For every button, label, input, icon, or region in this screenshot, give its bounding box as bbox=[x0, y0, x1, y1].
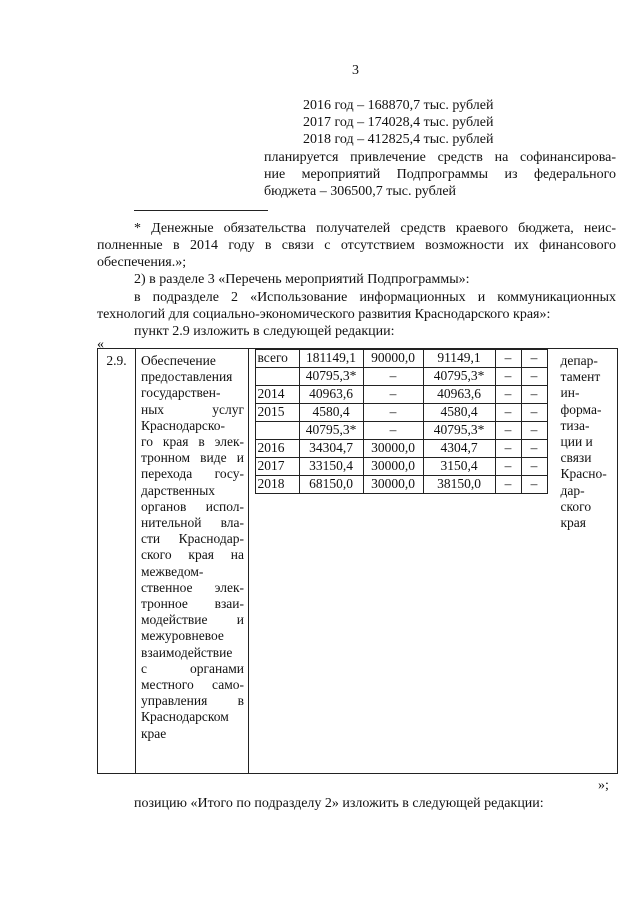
funding-row bbox=[255, 476, 547, 494]
regional-cell: 40963,6 bbox=[423, 386, 495, 404]
footnote-line: * Денежные обязательства получателей средств краевого бюджета, неис- bbox=[134, 221, 616, 236]
regional-cell: 40795,3* bbox=[423, 422, 495, 440]
item-description bbox=[136, 349, 249, 774]
federal-line: ние мероприятий Подпрограммы из федерального bbox=[264, 167, 616, 182]
executor bbox=[553, 349, 618, 774]
municipal-cell: – bbox=[495, 476, 521, 494]
total-cell: 68150,0 bbox=[299, 476, 363, 494]
executor-line: края bbox=[560, 515, 587, 531]
federal-cell: 30000,0 bbox=[363, 476, 423, 494]
municipal-cell: – bbox=[495, 368, 521, 386]
executor-line: Красно- bbox=[560, 466, 607, 482]
regional-cell: 4304,7 bbox=[423, 440, 495, 458]
funding-row bbox=[255, 386, 547, 404]
year-cell: всего bbox=[255, 350, 299, 368]
other-cell: – bbox=[521, 476, 547, 494]
executor-line: ского bbox=[560, 498, 592, 514]
other-cell: – bbox=[521, 458, 547, 476]
federal-cell: 30000,0 bbox=[363, 458, 423, 476]
executor-line: тиза- bbox=[560, 417, 590, 433]
description-line: взаимодействие bbox=[141, 644, 233, 660]
other-cell: – bbox=[521, 386, 547, 404]
description-line: Краснодарском bbox=[141, 709, 229, 725]
total-cell: 33150,4 bbox=[299, 458, 363, 476]
description-line: Обеспечение bbox=[141, 353, 216, 368]
funding-row bbox=[255, 422, 547, 440]
federal-cell: – bbox=[363, 422, 423, 440]
federal-cell: – bbox=[363, 368, 423, 386]
description-line: ных услуг bbox=[141, 401, 244, 417]
executor-line: ции и bbox=[560, 434, 593, 450]
description-line: управления в bbox=[141, 693, 244, 709]
executor-line: ин- bbox=[560, 385, 580, 401]
regional-cell: 91149,1 bbox=[423, 350, 495, 368]
total-cell: 40795,3* bbox=[299, 422, 363, 440]
instruction-text: пункт 2.9 изложить в следующей редакции: bbox=[134, 324, 395, 339]
description-line: тронном виде и bbox=[141, 450, 244, 466]
municipal-cell: – bbox=[495, 350, 521, 368]
final-instruction: позицию «Итого по подразделу 2» изложить в следующей редакции: bbox=[134, 796, 544, 811]
funding-table bbox=[255, 349, 548, 494]
financing-line-2016: 2016 год – 168870,7 тыс. рублей bbox=[303, 98, 494, 113]
description-line: дарственных bbox=[141, 482, 216, 498]
federal-cell: 90000,0 bbox=[363, 350, 423, 368]
other-cell: – bbox=[521, 422, 547, 440]
description-line: тронное взаи- bbox=[141, 596, 244, 612]
funding-row bbox=[255, 368, 547, 386]
federal-cell: – bbox=[363, 386, 423, 404]
total-cell: 34304,7 bbox=[299, 440, 363, 458]
description-line: модействие и bbox=[141, 612, 244, 628]
regional-cell: 4580,4 bbox=[423, 404, 495, 422]
footnote-line: обеспечения.»; bbox=[97, 255, 187, 270]
financing-line-2017: 2017 год – 174028,4 тыс. рублей bbox=[303, 115, 494, 130]
municipal-cell: – bbox=[495, 440, 521, 458]
executor-line: тамент bbox=[560, 369, 601, 385]
regional-cell: 40795,3* bbox=[423, 368, 495, 386]
description-line: с органами bbox=[141, 660, 244, 676]
description-line: нительной вла- bbox=[141, 515, 244, 531]
open-quote: « bbox=[97, 337, 104, 352]
footnote-line: полненные в 2014 году в связи с отсутствием возможности их финансового bbox=[97, 238, 616, 253]
funding-row bbox=[255, 458, 547, 476]
other-cell: – bbox=[521, 404, 547, 422]
description-line: предоставления bbox=[141, 369, 233, 385]
executor-line: связи bbox=[560, 450, 592, 466]
description-line: Краснодарско- bbox=[141, 417, 226, 433]
page-number: 3 bbox=[352, 63, 359, 78]
description-line: межведом- bbox=[141, 563, 204, 579]
measures-table bbox=[97, 348, 618, 774]
description-line: ственное элек- bbox=[141, 579, 244, 595]
executor-line: форма- bbox=[560, 401, 602, 417]
year-cell: 2017 bbox=[255, 458, 299, 476]
funding-row bbox=[255, 404, 547, 422]
regional-cell: 38150,0 bbox=[423, 476, 495, 494]
subsection-line: в подразделе 2 «Использование информационных и коммуникационных bbox=[134, 290, 616, 305]
funding-row bbox=[255, 440, 547, 458]
regional-cell: 3150,4 bbox=[423, 458, 495, 476]
federal-cell: – bbox=[363, 404, 423, 422]
description-line: сти Краснодар- bbox=[141, 531, 244, 547]
year-cell: 2016 bbox=[255, 440, 299, 458]
description-line: органов испол- bbox=[141, 498, 244, 514]
federal-cell: 30000,0 bbox=[363, 440, 423, 458]
municipal-cell: – bbox=[495, 386, 521, 404]
item-number: 2.9. bbox=[98, 349, 136, 774]
description-line: ского края на bbox=[141, 547, 244, 563]
total-cell: 40795,3* bbox=[299, 368, 363, 386]
year-cell bbox=[255, 368, 299, 386]
description-line: местного само- bbox=[141, 677, 244, 693]
municipal-cell: – bbox=[495, 458, 521, 476]
year-cell: 2015 bbox=[255, 404, 299, 422]
federal-line: планируется привлечение средств на софинансирова- bbox=[264, 150, 616, 165]
year-cell: 2018 bbox=[255, 476, 299, 494]
year-cell bbox=[255, 422, 299, 440]
total-cell: 181149,1 bbox=[299, 350, 363, 368]
other-cell: – bbox=[521, 440, 547, 458]
year-cell: 2014 bbox=[255, 386, 299, 404]
funding-row bbox=[255, 350, 547, 368]
table-row bbox=[98, 349, 618, 774]
total-cell: 40963,6 bbox=[299, 386, 363, 404]
description-line: го края в элек- bbox=[141, 434, 244, 450]
description-line: государствен- bbox=[141, 385, 221, 401]
municipal-cell: – bbox=[495, 404, 521, 422]
financing-line-2018: 2018 год – 412825,4 тыс. рублей bbox=[303, 132, 494, 147]
description-line: крае bbox=[141, 725, 167, 741]
total-cell: 4580,4 bbox=[299, 404, 363, 422]
federal-line: бюджета – 306500,7 тыс. рублей bbox=[264, 184, 457, 199]
funding-cell bbox=[255, 349, 547, 774]
subsection-line: технологий для социально-экономического развития Краснодарского края»: bbox=[97, 307, 551, 322]
municipal-cell: – bbox=[495, 422, 521, 440]
footnote-separator bbox=[134, 210, 268, 211]
description-line: межуровневое bbox=[141, 628, 224, 644]
executor-line: депар- bbox=[560, 353, 598, 368]
point-2-text: 2) в разделе 3 «Перечень мероприятий Подпрограммы»: bbox=[134, 272, 470, 287]
other-cell: – bbox=[521, 368, 547, 386]
executor-line: дар- bbox=[560, 482, 585, 498]
description-line: перехода госу- bbox=[141, 466, 244, 482]
other-cell: – bbox=[521, 350, 547, 368]
close-quote: »; bbox=[598, 778, 609, 793]
